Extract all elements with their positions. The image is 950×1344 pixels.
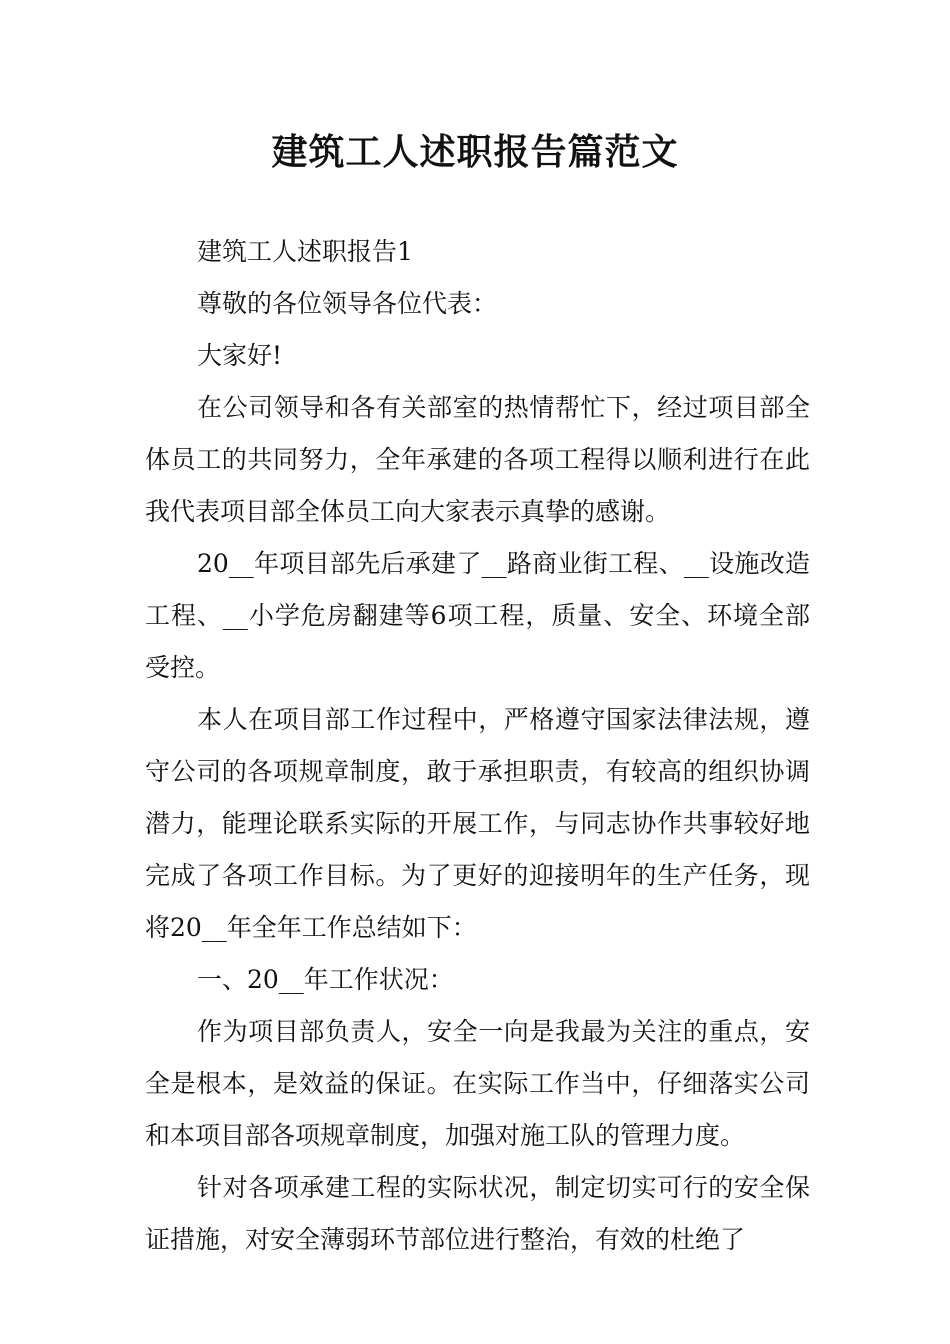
paragraph-measures: 针对各项承建工程的实际状况，制定切实可行的安全保证措施，对安全薄弱环节部位进行整治，有效的杜绝了 — [145, 1173, 810, 1254]
paragraph-projects: 20__年项目部先后承建了__路商业街工程、__设施改造工程、__小学危房翻建等6项工程，质量、安全、环境全部受控。 — [145, 549, 810, 682]
paragraph-safety: 作为项目部负责人，安全一向是我最为关注的重点，安全是根本，是效益的保证。在实际工作当中，仔细落实公司和本项目部各项规章制度，加强对施工队的管理力度。 — [145, 1017, 810, 1150]
paragraph-heading: 建筑工人述职报告1 — [197, 237, 413, 266]
paragraph-salutation: 尊敬的各位领导各位代表： — [197, 289, 498, 318]
paragraph-greeting: 大家好! — [197, 341, 283, 370]
paragraph-self-review: 本人在项目部工作过程中，严格遵守国家法律法规，遵守公司的各项规章制度，敢于承担职责，有较高的组织协调潜力，能理论联系实际的开展工作，与同志协作共事较好地完成了各项工作目标。为了更好的迎接明年的生产任务，现将20__年全年工作总结如下： — [145, 705, 810, 942]
document-body — [145, 226, 810, 1266]
paragraph-section-heading: 一、20__年工作状况： — [197, 965, 454, 994]
document-title: 建筑工人述职报告篇范文 — [271, 131, 679, 173]
paragraph-thanks: 在公司领导和各有关部室的热情帮忙下，经过项目部全体员工的共同努力，全年承建的各项工程得以顺利进行在此我代表项目部全体员工向大家表示真挚的感谢。 — [145, 393, 810, 526]
